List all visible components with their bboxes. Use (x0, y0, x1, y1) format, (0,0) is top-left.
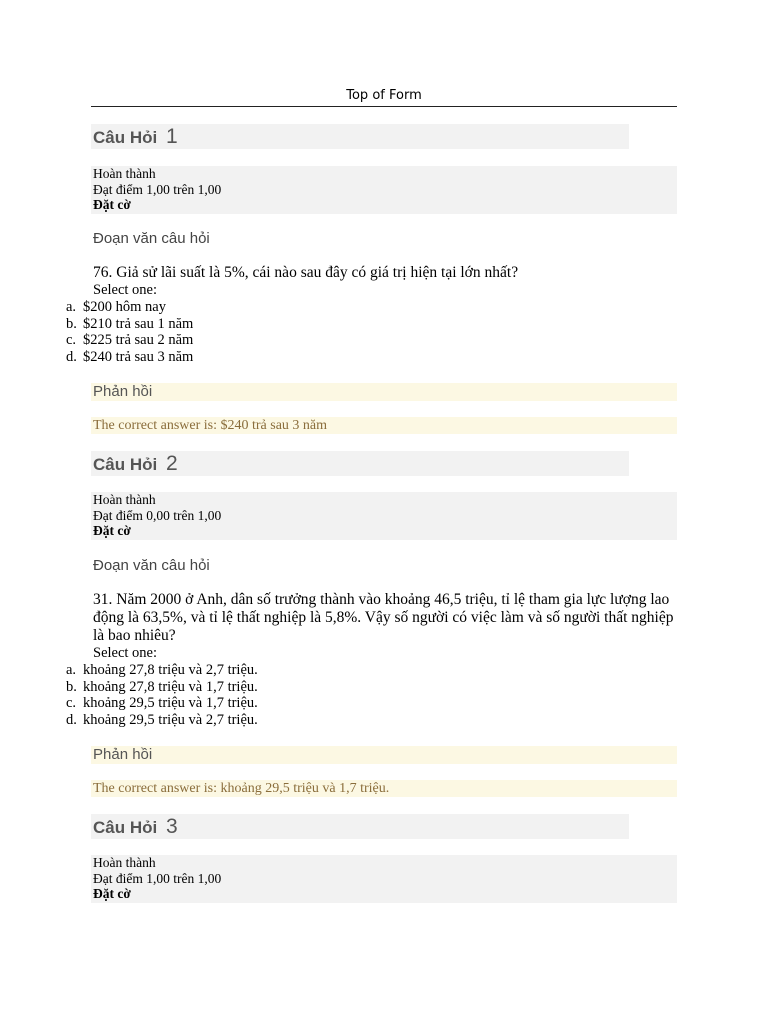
question-text-label: Đoạn văn câu hỏi (93, 557, 210, 574)
question-header-label: Câu Hỏi (93, 455, 158, 474)
question-score: Đạt điểm 1,00 trên 1,00 (93, 870, 222, 886)
question-1-text: 76. Giả sử lãi suất là 5%, cái nào sau đây có giá trị hiện tại lớn nhất? (93, 264, 519, 281)
answer-option[interactable] (66, 695, 258, 712)
answer-letter: b. (66, 678, 77, 695)
select-one-label: Select one: (93, 282, 158, 298)
correct-answer-feedback: The correct answer is: $240 trả sau 3 năm (91, 417, 677, 434)
flag-question-link[interactable]: Đặt cờ (93, 523, 131, 538)
question-header-label: Câu Hỏi (93, 128, 158, 147)
answer-text: khoảng 27,8 triệu và 2,7 triệu. (83, 662, 258, 678)
answer-letter: b. (66, 315, 77, 332)
question-status: Hoàn thành (93, 166, 156, 181)
question-3-header (91, 814, 629, 839)
answer-text: $240 trả sau 3 năm (83, 348, 194, 365)
answer-letter: d. (66, 348, 77, 365)
question-number: 2 (165, 452, 178, 475)
answer-option[interactable] (66, 679, 258, 696)
question-score: Đạt điểm 0,00 trên 1,00 (93, 507, 222, 523)
answer-letter: a. (66, 299, 77, 315)
question-2-answers (66, 662, 258, 728)
feedback-label: Phản hồi (91, 383, 677, 401)
question-status: Hoàn thành (93, 492, 156, 507)
select-one-label: Select one: (93, 645, 158, 661)
answer-letter: c. (66, 332, 77, 349)
feedback-label: Phản hồi (91, 746, 677, 764)
flag-question-link[interactable]: Đặt cờ (93, 886, 131, 901)
correct-answer-feedback: The correct answer is: khoảng 29,5 triệu và 1,7 triệu. (91, 780, 677, 797)
question-header-label: Câu Hỏi (93, 818, 158, 837)
answer-text: $225 trả sau 2 năm (83, 332, 194, 349)
answer-letter: c. (66, 695, 77, 712)
answer-letter: d. (66, 711, 77, 728)
question-1-header (91, 124, 629, 149)
answer-text: $200 hôm nay (83, 299, 166, 315)
question-2-header (91, 451, 629, 476)
answer-text: khoảng 29,5 triệu và 1,7 triệu. (83, 695, 258, 712)
answer-text: khoảng 29,5 triệu và 2,7 triệu. (83, 711, 258, 728)
answer-option[interactable] (66, 316, 193, 333)
question-number: 3 (165, 815, 178, 838)
answer-letter: a. (66, 662, 77, 678)
question-number: 1 (165, 125, 178, 148)
answer-text: khoảng 27,8 triệu và 1,7 triệu. (83, 678, 258, 695)
question-status: Hoàn thành (93, 855, 156, 870)
question-score: Đạt điểm 1,00 trên 1,00 (93, 181, 222, 197)
answer-option[interactable] (66, 662, 258, 679)
answer-option[interactable] (66, 299, 193, 316)
top-of-form-rule (91, 106, 677, 107)
question-2-text: 31. Năm 2000 ở Anh, dân số trưởng thành vào khoảng 46,5 triệu, tỉ lệ tham gia lực lượng lao động là 63,5%, và tỉ lệ thất nghiệp là 5,8%. Vậy số người có việc làm và số người thất nghiệp là bao nhiêu? (93, 591, 674, 644)
answer-option[interactable] (66, 332, 193, 349)
question-1-answers (66, 299, 193, 365)
question-2-info (91, 492, 677, 540)
question-3-info (91, 855, 677, 903)
flag-question-link[interactable]: Đặt cờ (93, 197, 131, 212)
answer-option[interactable] (66, 349, 193, 366)
question-text-label: Đoạn văn câu hỏi (93, 230, 210, 247)
answer-option[interactable] (66, 712, 258, 729)
top-of-form-label: Top of Form (346, 88, 422, 103)
question-1-info (91, 166, 677, 214)
answer-text: $210 trả sau 1 năm (83, 315, 194, 332)
